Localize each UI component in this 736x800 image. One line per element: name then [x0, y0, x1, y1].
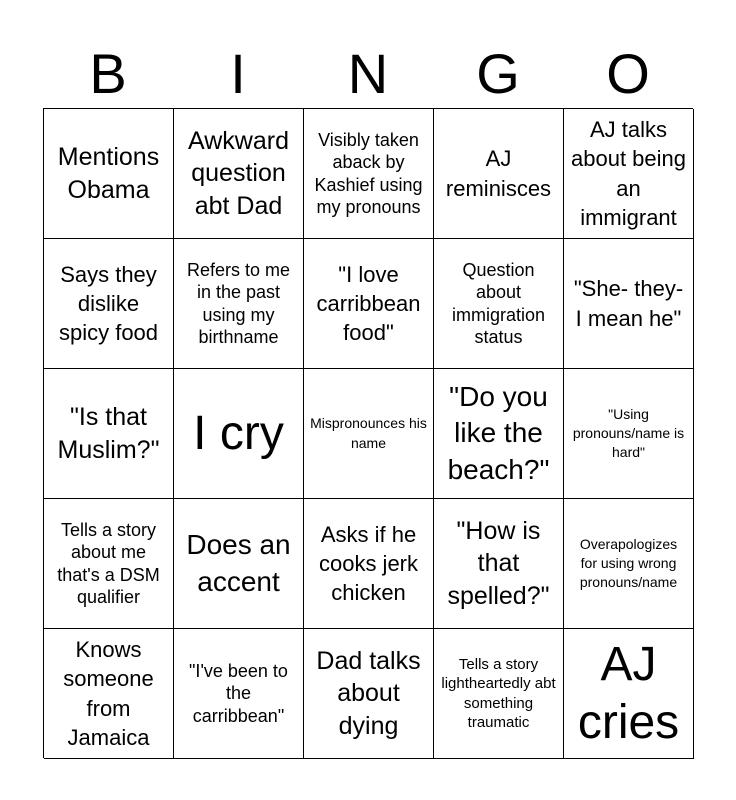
cell-text: "How is that spelled?"	[447, 516, 550, 610]
bingo-cell[interactable]	[44, 369, 174, 499]
bingo-cell[interactable]	[564, 629, 694, 759]
cell-text: Mispronounces his name	[310, 415, 427, 451]
bingo-cell[interactable]	[174, 629, 304, 759]
cell-text: Knows someone from Jamaica	[63, 637, 154, 750]
cell-text: Refers to me in the past using my birthname	[186, 259, 291, 347]
bingo-cell[interactable]	[434, 499, 564, 629]
cell-text: "I've been to the carribbean"	[189, 660, 288, 726]
bingo-cell[interactable]	[304, 109, 434, 239]
cell-text: Dad talks about dying	[316, 646, 421, 740]
header-letter-n: N	[347, 42, 389, 105]
bingo-cell[interactable]	[564, 499, 694, 629]
bingo-cell[interactable]	[174, 369, 304, 499]
cell-text: Asks if he cooks jerk chicken	[318, 521, 419, 606]
bingo-cell[interactable]	[44, 109, 174, 239]
bingo-cell[interactable]	[304, 629, 434, 759]
header-letter-g: G	[476, 42, 520, 105]
header-letter-b: B	[89, 42, 127, 105]
cell-text: Visibly taken aback by Kashief using my pronouns	[314, 129, 423, 217]
cell-text: "Using pronouns/name is hard"	[572, 405, 685, 461]
bingo-header	[43, 40, 693, 108]
cell-text: "Is that Muslim?"	[57, 403, 160, 464]
cell-text: Question about immigration status	[451, 259, 546, 347]
bingo-cell[interactable]	[434, 369, 564, 499]
cell-text: "I love carribbean food"	[316, 261, 421, 346]
cell-text: Tells a story lightheartedly abt something traumatic	[441, 656, 556, 731]
bingo-cell[interactable]	[44, 499, 174, 629]
bingo-cell[interactable]	[44, 629, 174, 759]
bingo-cell[interactable]	[434, 239, 564, 369]
cell-text: "Do you like the beach?"	[447, 380, 550, 485]
bingo-cell[interactable]	[304, 369, 434, 499]
bingo-cell[interactable]	[564, 369, 694, 499]
cell-text: Mentions Obama	[57, 143, 160, 204]
cell-text: "She- they- I mean he"	[573, 276, 684, 331]
bingo-cell[interactable]	[304, 239, 434, 369]
bingo-cell[interactable]	[174, 499, 304, 629]
header-letter-o: O	[606, 42, 650, 105]
bingo-cell[interactable]	[174, 239, 304, 369]
header-letter-i: I	[230, 42, 246, 105]
cell-text: AJ talks about being an immigrant	[571, 117, 686, 230]
cell-text: Tells a story about me that's a DSM qualifier	[57, 519, 160, 607]
cell-text: Says they dislike spicy food	[58, 261, 159, 346]
cell-text: AJ reminisces	[445, 146, 552, 201]
cell-text: Overapologizes for using wrong pronouns/name	[579, 535, 678, 591]
bingo-cell[interactable]	[434, 629, 564, 759]
cell-text: I cry	[193, 406, 284, 460]
bingo-board	[43, 108, 693, 758]
bingo-cell[interactable]	[304, 499, 434, 629]
cell-text: AJ cries	[577, 637, 680, 749]
bingo-cell[interactable]	[174, 109, 304, 239]
bingo-cell[interactable]	[44, 239, 174, 369]
cell-text: Awkward question abt Dad	[188, 126, 289, 220]
bingo-cell[interactable]	[564, 239, 694, 369]
bingo-cell[interactable]	[564, 109, 694, 239]
cell-text: Does an accent	[186, 529, 291, 597]
bingo-cell[interactable]	[434, 109, 564, 239]
